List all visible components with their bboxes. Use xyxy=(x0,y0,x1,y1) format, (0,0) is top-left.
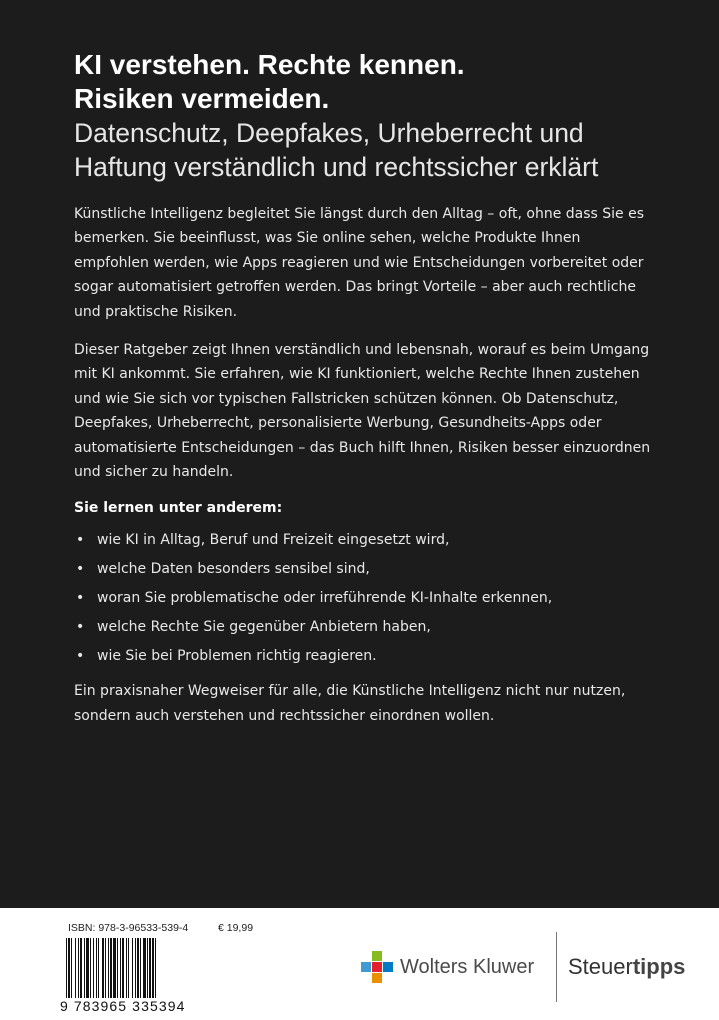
description-paragraph: Dieser Ratgeber zeigt Ihnen verständlich und lebensnah, worauf es beim Umgang mit KI ankommt. Sie erfahren, wie KI funktioniert, welche Rechte Ihnen zustehen und wie Sie sich vor typischen Fallstricken schützen können. Ob Datenschutz, Deepfakes, Urheberrecht, personalisierte Werbung, Gesundheits-Apps oder automatisierte Entscheidungen – das Buch hilft Ihnen, Risiken besser einzuordnen und sicher zu handeln. xyxy=(74,342,651,481)
headline-line-2: Risiken vermeiden. xyxy=(74,83,330,114)
list-item: • woran Sie problematische oder irreführende KI-Inhalte erkennen, xyxy=(74,584,654,613)
isbn-label: ISBN: 978-3-96533-539-4 xyxy=(68,922,189,934)
wolters-kluwer-logo-icon xyxy=(360,950,394,984)
series-logo-light: Steuer xyxy=(568,954,633,979)
list-item: • wie Sie bei Problemen richtig reagieren. xyxy=(74,642,654,671)
barcode-icon xyxy=(65,938,195,998)
closing-paragraph: Ein praxisnaher Wegweiser für alle, die Künstliche Intelligenz nicht nur nutzen, sondern auch verstehen und rechtssicher einordnen wollen. xyxy=(74,683,626,724)
list-item: • welche Rechte Sie gegenüber Anbietern haben, xyxy=(74,613,654,642)
learn-list xyxy=(74,526,654,671)
price-label: € 19,99 xyxy=(218,922,254,934)
list-item: • wie KI in Alltag, Beruf und Freizeit eingesetzt wird, xyxy=(74,526,654,555)
intro-paragraph: Künstliche Intelligenz begleitet Sie längst durch den Alltag – oft, ohne dass Sie es bemerken. Sie beeinflusst, was Sie online sehen, welche Produkte Ihnen empfohlen werden, wie Apps reagieren und wie Entscheidungen vorbereitet oder sogar automatisiert getroffen werden. Das bringt Vorteile – aber auch rechtliche und praktische Risiken. xyxy=(74,206,645,320)
subtitle xyxy=(74,116,654,184)
list-item: • welche Daten besonders sensibel sind, xyxy=(74,555,654,584)
headline xyxy=(74,48,654,116)
bullet-marker: • xyxy=(76,590,85,607)
bullet-marker: • xyxy=(76,561,85,578)
back-cover-content xyxy=(74,40,654,728)
bullet-marker: • xyxy=(76,619,85,636)
series-logo xyxy=(568,954,685,980)
subtitle-line-1: Datenschutz, Deepfakes, Urheberrecht und xyxy=(74,118,584,148)
learn-list-title: Sie lernen unter anderem: xyxy=(74,500,283,517)
headline-line-1: KI verstehen. Rechte kennen. xyxy=(74,49,465,80)
bullet-marker: • xyxy=(76,648,85,665)
logo-divider xyxy=(556,932,557,1002)
bullet-marker: • xyxy=(76,532,85,549)
publisher-name: Wolters Kluwer xyxy=(400,956,535,978)
series-logo-bold: tipps xyxy=(632,954,686,979)
barcode-digits: 9 783965 335394 xyxy=(60,998,186,1014)
footer-bar xyxy=(0,908,719,1020)
subtitle-line-2: Haftung verständlich und rechtssicher erklärt xyxy=(74,152,599,182)
